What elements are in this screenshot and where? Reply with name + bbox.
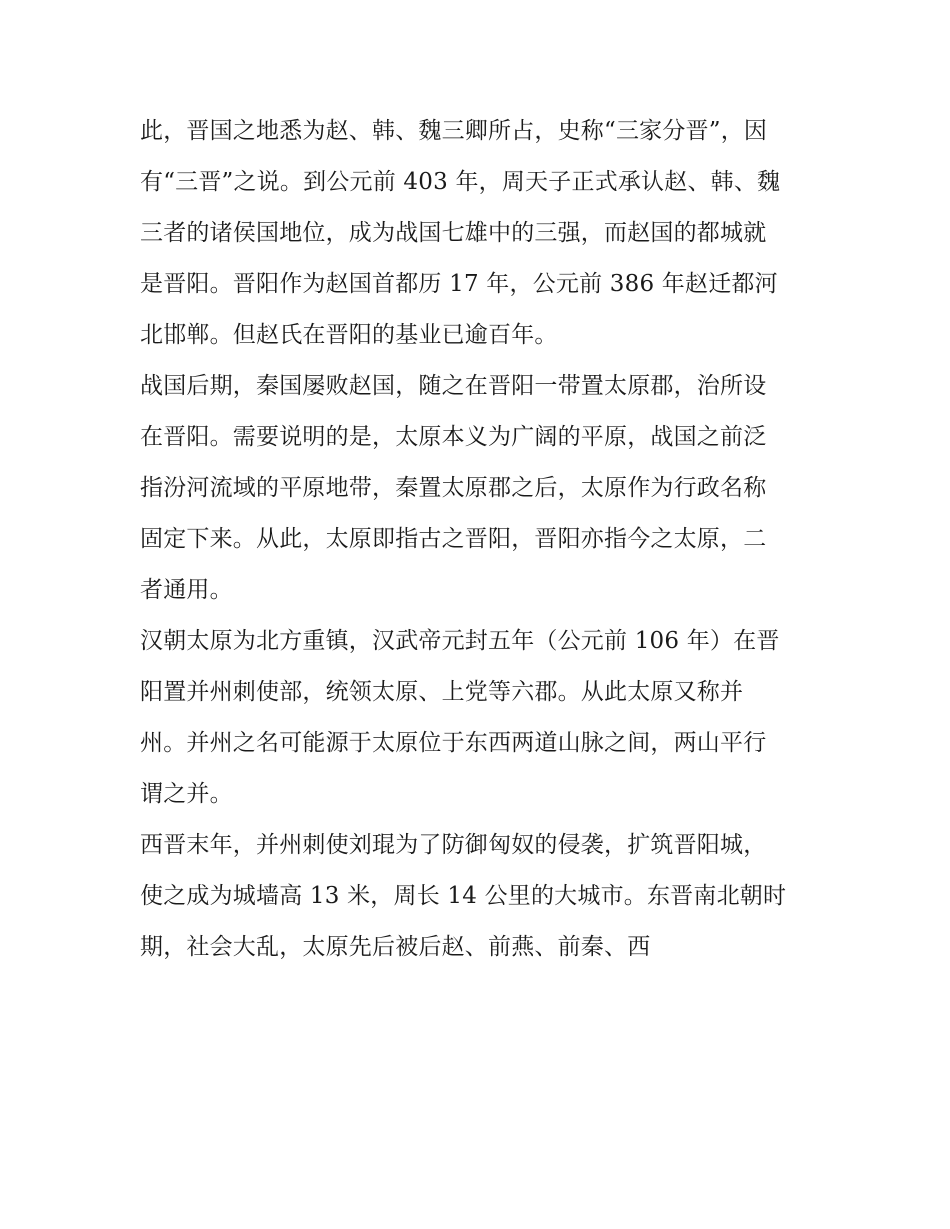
text-line: 期，社会大乱，太原先后被后赵、前燕、前秦、西 (140, 934, 651, 960)
text-line: 北邯郸。但赵氏在晋阳的基业已逾百年。 (140, 322, 558, 348)
text-line: 固定下来。从此，太原即指古之晋阳，晋阳亦指今之太原，二 (140, 526, 767, 552)
text-line: 有“三晋”之说。到公元前 403 年，周天子正式承认赵、韩、魏 (140, 169, 781, 195)
text-line: 战国后期，秦国屡败赵国，随之在晋阳一带置太原郡，治所设 (140, 373, 767, 399)
text-line: 阳置并州刺使部，统领太原、上党等六郡。从此太原又称并 (140, 679, 744, 705)
text-line: 汉朝太原为北方重镇，汉武帝元封五年（公元前 106 年）在晋 (140, 628, 780, 654)
text-line: 在晋阳。需要说明的是，太原本义为广阔的平原，战国之前泛 (140, 424, 767, 450)
paragraph-three-jin (140, 106, 820, 361)
paragraph-taiyuan-commandery (140, 361, 820, 616)
text-line: 州。并州之名可能源于太原位于东西两道山脉之间，两山平行 (140, 730, 767, 756)
text-line: 者通用。 (140, 577, 233, 603)
document-body (140, 106, 820, 973)
text-line: 西晋末年，并州刺使刘琨为了防御匈奴的侵袭，扩筑晋阳城， (140, 832, 767, 858)
text-line: 指汾河流域的平原地带，秦置太原郡之后，太原作为行政名称 (140, 475, 767, 501)
text-line: 使之成为城墙高 13 米，周长 14 公里的大城市。东晋南北朝时 (140, 883, 787, 909)
text-line: 此，晋国之地悉为赵、韩、魏三卿所占，史称“三家分晋”，因 (140, 118, 768, 144)
text-line: 三者的诸侯国地位，成为战国七雄中的三强，而赵国的都城就 (140, 220, 767, 246)
paragraph-western-jin (140, 820, 820, 973)
paragraph-bingzhou (140, 616, 820, 820)
text-line: 谓之并。 (140, 781, 233, 807)
text-line: 是晋阳。晋阳作为赵国首都历 17 年，公元前 386 年赵迁都河 (140, 271, 778, 297)
